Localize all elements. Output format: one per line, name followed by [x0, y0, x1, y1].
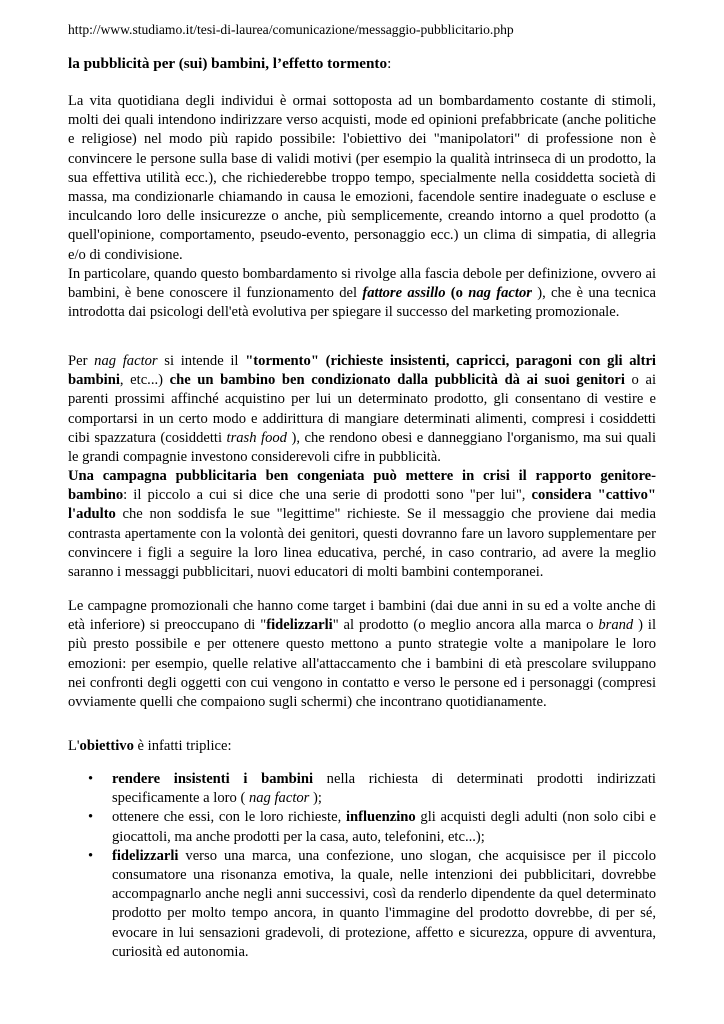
p3-nag-factor: nag factor [94, 353, 158, 369]
p3-text-a: Per [68, 353, 95, 369]
bullet-icon: • [88, 809, 94, 826]
paragraph-3 [68, 352, 656, 467]
list-item [68, 808, 656, 846]
p4-text-d: che non soddisfa le sue "legittime" richieste. Se il messaggio che proviene dai media contrasta apertamente con la volontà dei genitori, questi dovranno fare un lavoro supplementare per convincere i figli a seguire la loro linea educativa, perché, in caso contrario, ad avere la meglio saranno i messaggi pubblicitari, nuovi educatori di molti bambini contemporanei. [68, 506, 656, 581]
p5-text-e: ) il più presto possibile e per ottenere questo mettono a punto strategie volte a manipolare le loro emozioni: per esempio, quelle relative all'attaccamento che i bambini di età prescolare sviluppano nei confronti degli oggetti con cui vengono in contatto e verso le persone ed i personaggi (compresi ovviamente quelli che compaiono sugli schermi) che incontrano quotidianamente. [68, 617, 656, 711]
paragraph-1 [68, 92, 656, 265]
section-title-text: la pubblicità per (sui) bambini, l’effetto tormento [68, 55, 388, 72]
item2-text-c: gli acquisti degli adulti (non solo cibi e giocattoli, ma anche prodotti per la casa, auto, telefonini, etc...); [112, 809, 656, 845]
item1-nag-factor: nag factor [248, 790, 310, 807]
p5-brand: brand [598, 617, 634, 634]
p2-text-e: ), che è una tecnica introdotta dai psicologi dell'età evolutiva per spiegare il successo del marketing promozionale. [68, 285, 657, 321]
bullet-icon: • [88, 847, 94, 864]
p2-nag-factor: nag factor [468, 285, 532, 302]
p2-text-c: (o [445, 285, 469, 302]
p3-text-g: o ai parenti prossimi affinché acquistino per lui un determinato prodotto, gli consentano di vestire e comportarsi in un certo modo e addirittura di mangiare determinati alimenti, compresi i cosiddetti cibi spazzatura (cosiddetti [68, 372, 656, 446]
paragraph-5 [68, 597, 656, 712]
p3-text-e: , etc...) [119, 372, 170, 389]
p4-cattivo: considera "cattivo" l'adulto [68, 487, 656, 523]
list-item [68, 847, 656, 962]
bullet-icon: • [88, 771, 94, 787]
item1-text-d: ); [309, 790, 322, 807]
item2-text-a: ottenere che essi, con le loro richieste, [112, 809, 346, 826]
p5-fidelizzarli: fidelizzarli [266, 617, 333, 634]
p2-fattore-assillo: fattore assillo [362, 285, 446, 302]
source-url[interactable]: http://www.studiamo.it/tesi-di-laurea/comunicazione/messaggio-pubblicitario.php [68, 22, 514, 37]
p4-campagna: Una campagna pubblicitaria ben congeniata può mettere in crisi il rapporto genitore-bambino [68, 468, 656, 504]
paragraph-6 [68, 737, 656, 756]
section-title [68, 54, 391, 73]
item1-text-b: nella richiesta di determinati prodotti indirizzati specificamente a loro ( [112, 771, 656, 807]
paragraph-4 [68, 467, 656, 582]
p5-text-a: Le campagne promozionali che hanno come target i bambini (dai due anni in su ed a volte anche di età inferiore) si preoccupano di " [68, 598, 656, 634]
item3-text-b: verso una marca, una confezione, uno slogan, che acquisisce per il piccolo consumatore una risonanza emotiva, la quale, nelle intenzioni dei pubblicitari, dovrebbe accompagnarlo anche negli anni successivi, così da renderlo dipendente da quel determinato prodotto per molto tempo ancora, in quanto l'immagine del prodotto dovrebbe, di per sé, evocare in lui sensazioni gradevoli, di protezione, affetto e sicurezza, oppure di avventura, curiosità ed autonomia. [112, 847, 656, 960]
p3-tormento: "tormento" (richieste insistenti, capricci, paragoni con gli altri bambini [68, 353, 656, 389]
p3-trash-food: trash food [226, 429, 287, 446]
item3-fidelizzarli: fidelizzarli [112, 847, 179, 864]
p3-text-c: si intende il [157, 353, 246, 369]
item2-influenzino: influenzino [345, 809, 416, 826]
section-title-colon: : [387, 55, 392, 72]
p5-text-c: " al prodotto (o meglio ancora alla marca o [332, 617, 599, 634]
p2-text-a: In particolare, quando questo bombardamento si rivolge alla fascia debole per definizione, ovvero ai bambini, è bene conoscere il funzionamento del [68, 266, 656, 302]
p6-obiettivo: obiettivo [79, 738, 134, 754]
p6-text-c: è infatti triplice: [133, 738, 232, 754]
paragraph-2 [68, 265, 656, 323]
paragraph-1-text: La vita quotidiana degli individui è ormai sottoposta ad un bombardamento costante di stimoli, molti dei quali intendono indirizzare verso acquisti, mode ed opinioni prefabbricate (anche politiche e religiose) nel modo più rapido possibile: l'obiettivo dei "manipolatori" di professione non è convincere le persone sulla base di validi motivi (per esempio la qualità intrinseca di un prodotto, la sua effettiva utilità ecc.), che richiederebbe troppo tempo, specialmente nella cosiddetta società di massa, ma condizionarle chiamando in causa le emozioni, facendole sentire inadeguate o escluse e inculcando loro delle insicurezze o anche, più semplicemente, creando intorno a quel prodotto (a quell'opinione, comportamento, pseudo-evento, personaggio ecc.) un clima di simpatia, di allegria e/o di condivisione. [68, 93, 656, 263]
p4-text-b: : il piccolo a cui si dice che una serie di prodotti sono "per lui", [123, 487, 532, 504]
p3-condizionato: che un bambino ben condizionato dalla pubblicità dà ai suoi genitori [169, 372, 625, 389]
objectives-list [68, 770, 656, 962]
p6-text-a: L' [68, 738, 80, 754]
item1-bold: rendere insistenti i bambini [112, 771, 314, 787]
list-item [68, 770, 656, 808]
p3-text-i: ), che rendono obesi e danneggiano l'organismo, ma sui quali le grandi compagnie investono considerevoli cifre in pubblicità. [68, 429, 656, 466]
